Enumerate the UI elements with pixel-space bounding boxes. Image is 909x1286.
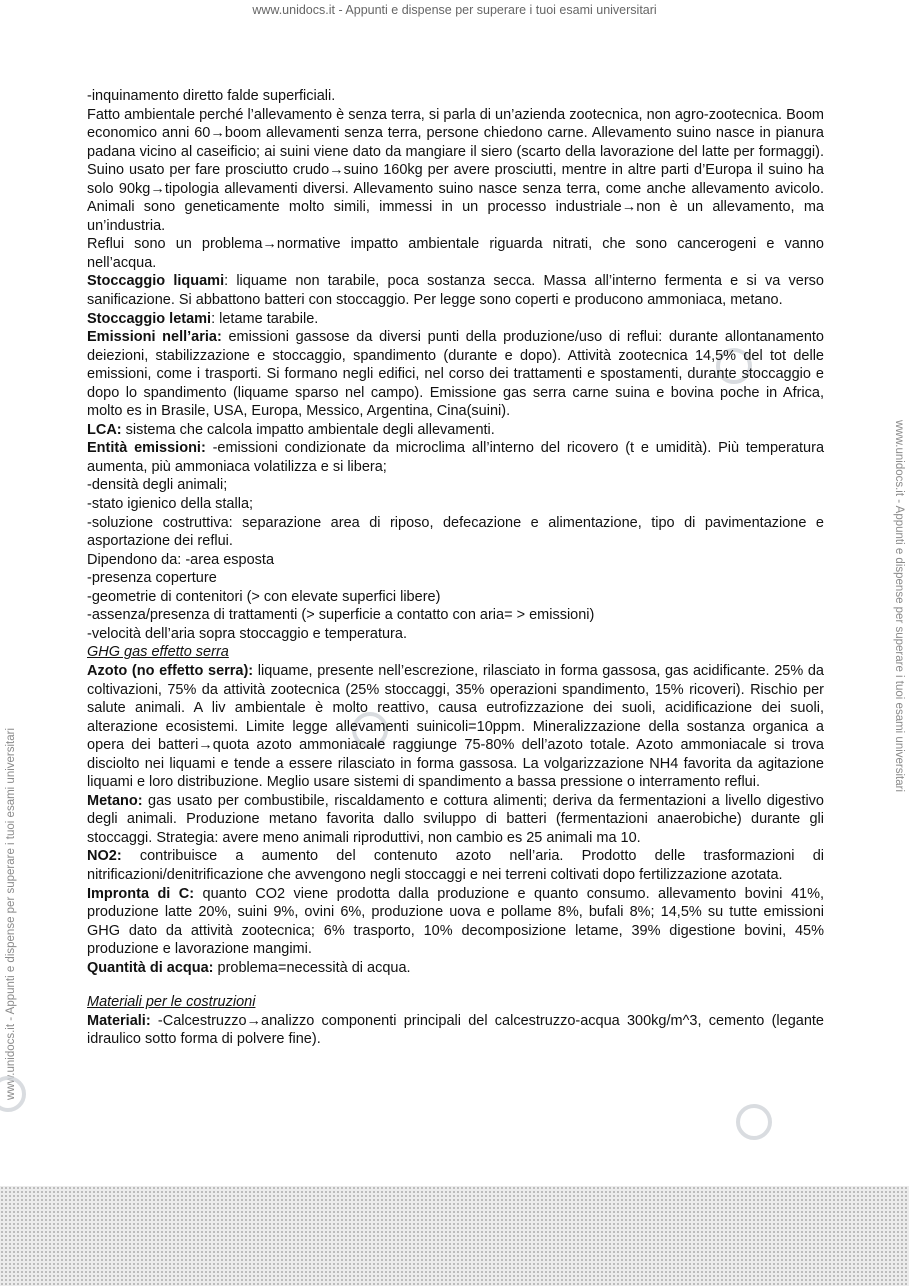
paragraph — [87, 421, 824, 440]
paragraph — [87, 643, 824, 662]
unidocs-logo-icon — [0, 1076, 26, 1112]
paragraph — [87, 847, 824, 884]
paragraph-text: problema=necessità di acqua. — [213, 959, 411, 976]
paragraph-text: sistema che calcola impatto ambientale degli allevamenti. — [121, 421, 495, 438]
paragraph — [87, 272, 824, 309]
term-label: Impronta di C: — [87, 885, 195, 902]
term-label: Stoccaggio liquami — [87, 273, 225, 290]
paragraph-text: -assenza/presenza di trattamenti (> superficie a contatto con aria= > emissioni) — [87, 607, 595, 624]
paragraph-text: : liquame non tarabile, poca sostanza secca. Massa all’interno fermenta e si va verso sanificazione. Si abbattono batteri con stoccaggio. Per legge sono coperti e producono ammoniaca, metano. — [87, 273, 824, 309]
paragraph-text: -velocità dell’aria sopra stoccaggio e temperatura. — [87, 625, 407, 642]
paragraph-text: -stato igienico della stalla; — [87, 496, 254, 513]
paragraph-text: -presenza coperture — [87, 570, 217, 587]
paragraph-text: Reflui sono un problema→normative impatto ambientale riguarda nitrati, che sono cancerogeni e vanno nell’acqua. — [87, 236, 824, 271]
scan-dot-pattern — [0, 1186, 909, 1286]
header-watermark: www.unidocs.it - Appunti e dispense per superare i tuoi esami universitari — [252, 3, 657, 17]
term-label: Azoto (no effetto serra): — [87, 662, 254, 679]
paragraph-text: Fatto ambientale perché l’allevamento è senza terra, si parla di un’azienda zootecnica, non agro-zootecnica. Boom economico anni 60→boom allevamenti senza terra, persone chiedono carne. Allevamento suino nasce in pianura padana vicino al caseificio; ai suini viene dato da mangiare il siero (scarto della lavorazione del latte per formaggi). Suino usato per fare prosciutto crudo→suino 160kg per avere prosciutti, mentre in altre parti d’Europa il suino ha solo 90kg→tipologia allevamenti diversi. Allevamento suino nasce senza terra, come anche allevamento avicolo. Animali sono geneticamente molto simili, immessi in un processo industriale→non è un allevamento, ma un’industria. — [87, 106, 824, 234]
paragraph-text: -geometrie di contenitori (> con elevate superfici libere) — [87, 588, 441, 605]
document-body — [87, 87, 824, 1049]
term-label: LCA: — [87, 421, 122, 438]
paragraph — [87, 588, 824, 607]
paragraph — [87, 514, 824, 551]
right-side-watermark: www.unidocs.it - Appunti e dispense per superare i tuoi esami universitari — [893, 420, 905, 793]
paragraph — [87, 235, 824, 272]
term-label: Stoccaggio letami — [87, 310, 212, 327]
paragraph — [87, 439, 824, 476]
paragraph — [87, 495, 824, 514]
term-label: NO2: — [87, 848, 122, 865]
paragraph-text: -soluzione costruttiva: separazione area di riposo, defecazione e alimentazione, tipo di pavimentazione e asportazione dei reflui. — [87, 514, 824, 550]
paragraph-text: -Calcestruzzo→analizzo componenti principali del calcestruzzo-acqua 300kg/m^3, cemento (legante idraulico sotto forma di polvere fine). — [87, 1012, 824, 1048]
paragraph — [87, 476, 824, 495]
paragraph — [87, 1012, 824, 1049]
paragraph-text: -inquinamento diretto falde superficiali. — [87, 88, 336, 104]
unidocs-logo-icon — [736, 1104, 772, 1140]
paragraph — [87, 569, 824, 588]
term-label: Emissioni nell’aria: — [87, 329, 222, 346]
left-side-watermark: www.unidocs.it - Appunti e dispense per superare i tuoi esami universitari — [5, 727, 17, 1100]
paragraph — [87, 328, 824, 421]
paragraph — [87, 959, 824, 978]
term-label: Materiali: — [87, 1012, 151, 1029]
paragraph-text: emissioni gassose da diversi punti della produzione/uso di reflui: durante allontanamento deiezioni, stabilizzazione e stoccaggio, spandimento (durante e dopo). Attività zootecnica 14,5% del tot delle emissioni, come i trasporti. Si formano negli edifici, nel corso dei trattamenti e spostamenti, durante stoccaggio e dopo lo spandimento (liquame sparso nel campo). Emissione gas serra carne suina e bovina poche in Africa, molto es in Brasile, USA, Europa, Messico, Argentina, Cina(suini). — [87, 329, 824, 420]
paragraph — [87, 885, 824, 959]
term-label: Entità emissioni: — [87, 440, 206, 457]
paragraph — [87, 551, 824, 570]
paragraph — [87, 625, 824, 644]
paragraph — [87, 606, 824, 625]
paragraph — [87, 792, 824, 848]
paragraph — [87, 106, 824, 236]
paragraph-text: -densità degli animali; — [87, 477, 228, 494]
term-label: Quantità di acqua: — [87, 959, 214, 976]
paragraph-text: gas usato per combustibile, riscaldamento e cottura alimenti; deriva da fermentazioni a livello digestivo degli animali. Produzione metano favorita dallo sviluppo di batteri (fermentazioni anaerobiche) durante gli stoccaggi. Strategia: avere meno animali riproduttivi, non cambio es 25 animali ma 10. — [87, 792, 824, 846]
paragraph — [87, 993, 824, 1012]
paragraph-text: contribuisce a aumento del contenuto azoto nell’aria. Prodotto delle trasformazioni di nitrificazioni/denitrificazione che avvengono negli stoccaggi e nei terreni coltivati dopo fertilizzazione azotata. — [87, 848, 824, 883]
paragraph — [87, 310, 824, 329]
paragraph — [87, 87, 824, 106]
paragraph-text: : letame tarabile. — [211, 310, 319, 327]
paragraph-text: liquame, presente nell’escrezione, rilasciato in forma gassosa, gas acidificante. 25% da coltivazioni, 75% da attività zootecnica (25% stoccaggi, 35% operazioni spandimento, 15% ricoveri). Rischio per salute animali. A liv ambientale è molto reattivo, causa eutrofizzazione dei suoli, acidificazione dei suoli, alterazione ecosistemi. Limite legge allevamenti suinicoli=10ppm. Mineralizzazione della sostanza organica a opera dei batteri→quota azoto ammoniacale raggiunge 75-80% dell’azoto totale. Azoto ammoniacale si trova disciolto nei liquami e tende a essere rilasciato in forma gassosa. La volgarizzazione NH4 favorita da agitazione liquami e loro distribuzione. Meglio usare sistemi di spandimento a bassa pressione o interramento reflui. — [87, 662, 824, 791]
term-label: Metano: — [87, 792, 143, 809]
section-heading: Materiali per le costruzioni — [87, 994, 256, 1011]
paragraph-text: Dipendono da: -area esposta — [87, 551, 275, 568]
paragraph — [87, 662, 824, 792]
paragraph-text: -emissioni condizionate da microclima all’interno del ricovero (t e umidità). Più temperatura aumenta, più ammoniaca volatilizza e si libera; — [87, 440, 825, 475]
paragraph-text: quanto CO2 viene prodotta dalla produzione e quanto consumo. allevamento bovini 41%, produzione latte 20%, suini 9%, ovini 6%, produzione uova e pollame 8%, bufali 8%; 14,5% su tutte emissioni GHG dato da attività zootecnica; 6% trasporto, 10% decomposizione letame, 39% digestione bovini, 45% produzione e lavorazione mangimi. — [87, 885, 824, 958]
section-heading: GHG gas effetto serra — [87, 644, 229, 661]
